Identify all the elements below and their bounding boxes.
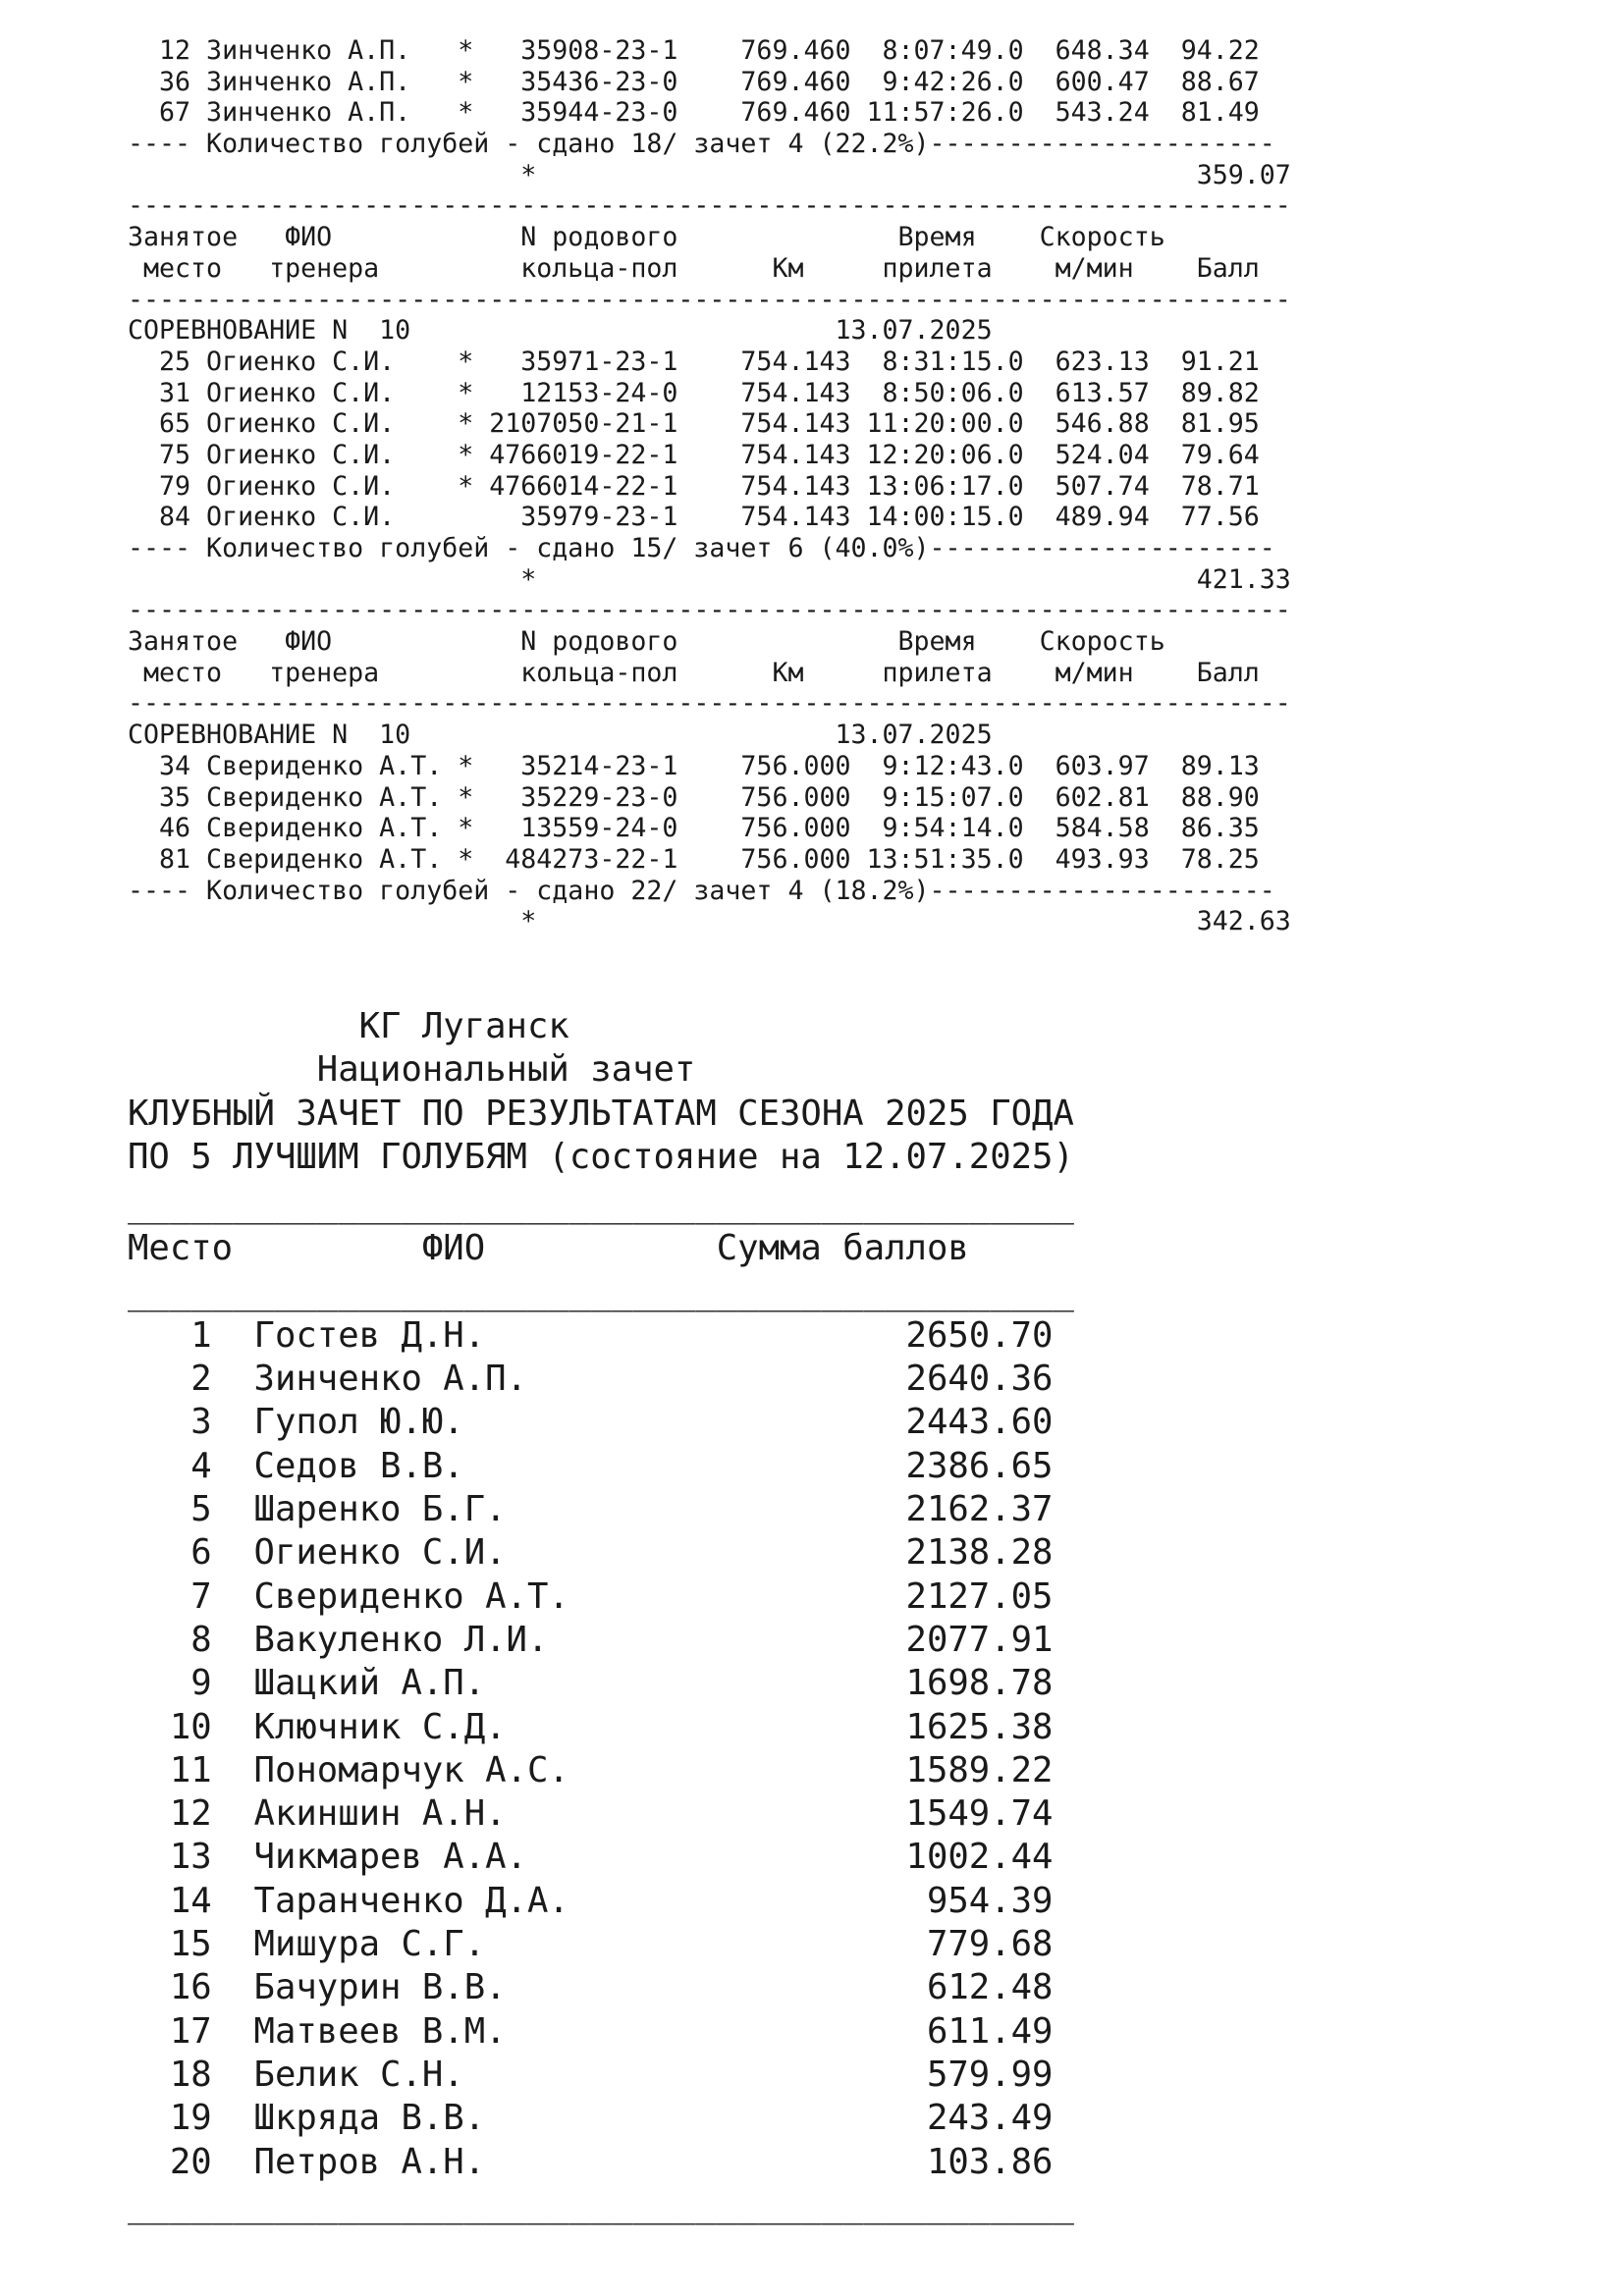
table-row: 10 Ключник С.Д. 1625.38	[128, 1706, 1054, 1747]
result-row: 34 Свериденко А.Т. * 35214-23-1 756.000 9:12:43.0 603.97 89.13	[128, 750, 1260, 781]
column-header-line2: место тренера кольца-пол Км прилета м/мин Балл	[128, 657, 1260, 688]
table-row: 8 Вакуленко Л.И. 2077.91	[128, 1619, 1054, 1660]
table-rule: _____________________________________________	[128, 1271, 1074, 1312]
table-row: 4 Седов В.В. 2386.65	[128, 1445, 1054, 1486]
result-row: 12 Зинченко А.П. * 35908-23-1 769.460 8:07:49.0 648.34 94.22	[128, 35, 1260, 66]
result-row: 46 Свериденко А.Т. * 13559-24-0 756.000 9:54:14.0 584.58 86.35	[128, 813, 1260, 844]
competition-results	[128, 35, 1291, 937]
table-row: 20 Петров А.Н. 103.86	[128, 2141, 1054, 2182]
table-row: 7 Свериденко А.Т. 2127.05	[128, 1575, 1054, 1617]
heading-line: ПО 5 ЛУЧШИМ ГОЛУБЯМ (состояние на 12.07.2025)	[128, 1136, 1074, 1177]
total-line: * 342.63	[128, 906, 1291, 937]
table-row: 17 Матвеев В.М. 611.49	[128, 2010, 1054, 2052]
result-row: 84 Огиенко С.И. 35979-23-1 754.143 14:00:15.0 489.94 77.56	[128, 502, 1260, 533]
separator: --------------------------------------------------------------------------	[128, 595, 1291, 626]
separator: --------------------------------------------------------------------------	[128, 688, 1291, 720]
summary-table	[128, 1184, 1074, 2227]
heading-line: КЛУБНЫЙ ЗАЧЕТ ПО РЕЗУЛЬТАТАМ СЕЗОНА 2025 ГОДА	[128, 1093, 1074, 1134]
table-row: 9 Шацкий А.П. 1698.78	[128, 1663, 1054, 1704]
table-row: 18 Белик С.Н. 579.99	[128, 2054, 1054, 2095]
table-rule: _____________________________________________	[128, 1185, 1074, 1225]
table-row: 12 Акиншин А.Н. 1549.74	[128, 1793, 1054, 1835]
column-header-line2: место тренера кольца-пол Км прилета м/мин Балл	[128, 252, 1260, 284]
count-line: ---- Количество голубей - сдано 22/ зачет 4 (18.2%)----------------------	[128, 875, 1275, 906]
result-row: 25 Огиенко С.И. * 35971-23-1 754.143 8:31:15.0 623.13 91.21	[128, 346, 1260, 377]
competition-section	[128, 190, 1291, 595]
table-header: Место ФИО Сумма баллов	[128, 1228, 969, 1269]
club-name: КГ Луганск	[128, 1006, 569, 1046]
result-row: 65 Огиенко С.И. * 2107050-21-1 754.143 11:20:00.0 546.88 81.95	[128, 408, 1260, 440]
result-row: 67 Зинченко А.П. * 35944-23-0 769.460 11:57:26.0 543.24 81.49	[128, 97, 1260, 129]
result-row: 31 Огиенко С.И. * 12153-24-0 754.143 8:50:06.0 613.57 89.82	[128, 377, 1260, 408]
competition-line: СОРЕВНОВАНИЕ N 10 13.07.2025	[128, 720, 993, 751]
result-row: 79 Огиенко С.И. * 4766014-22-1 754.143 13:06:17.0 507.74 78.71	[128, 470, 1260, 502]
total-line: * 421.33	[128, 563, 1291, 595]
table-row: 14 Таранченко Д.А. 954.39	[128, 1880, 1054, 1921]
table-row: 15 Мишура С.Г. 779.68	[128, 1924, 1054, 1965]
separator: --------------------------------------------------------------------------	[128, 284, 1291, 315]
table-row: 11 Пономарчук А.С. 1589.22	[128, 1749, 1054, 1790]
subtitle: Национальный зачет	[128, 1049, 696, 1091]
result-row: 75 Огиенко С.И. * 4766019-22-1 754.143 12:20:06.0 524.04 79.64	[128, 439, 1260, 470]
separator: --------------------------------------------------------------------------	[128, 190, 1291, 222]
column-header-line1: Занятое ФИО N родового Время Скорость	[128, 626, 1165, 658]
result-row: 35 Свериденко А.Т. * 35229-23-0 756.000 9:15:07.0 602.81 88.90	[128, 781, 1260, 813]
table-row: 13 Чикмарев А.А. 1002.44	[128, 1837, 1054, 1878]
count-line: ---- Количество голубей - сдано 15/ зачет 6 (40.0%)----------------------	[128, 533, 1275, 563]
table-row: 19 Шкряда В.В. 243.49	[128, 2098, 1054, 2139]
result-row: 81 Свериденко А.Т. * 484273-22-1 756.000 13:51:35.0 493.93 78.25	[128, 843, 1260, 875]
competition-line: СОРЕВНОВАНИЕ N 10 13.07.2025	[128, 315, 993, 347]
table-rule: _____________________________________________	[128, 2184, 1074, 2225]
table-row: 3 Гупол Ю.Ю. 2443.60	[128, 1402, 1054, 1443]
table-row: 6 Огиенко С.И. 2138.28	[128, 1532, 1054, 1574]
result-row: 36 Зинченко А.П. * 35436-23-0 769.460 9:42:26.0 600.47 88.67	[128, 66, 1260, 97]
total-line: * 359.07	[128, 159, 1291, 190]
column-header-line1: Занятое ФИО N родового Время Скорость	[128, 222, 1165, 253]
table-row: 2 Зинченко А.П. 2640.36	[128, 1359, 1054, 1400]
summary-title	[128, 1005, 1074, 1179]
table-row: 16 Бачурин В.В. 612.48	[128, 1967, 1054, 2008]
competition-section	[128, 595, 1291, 937]
table-row: 1 Гостев Д.Н. 2650.70	[128, 1314, 1054, 1356]
table-row: 5 Шаренко Б.Г. 2162.37	[128, 1489, 1054, 1530]
count-line: ---- Количество голубей - сдано 18/ зачет 4 (22.2%)----------------------	[128, 129, 1275, 160]
